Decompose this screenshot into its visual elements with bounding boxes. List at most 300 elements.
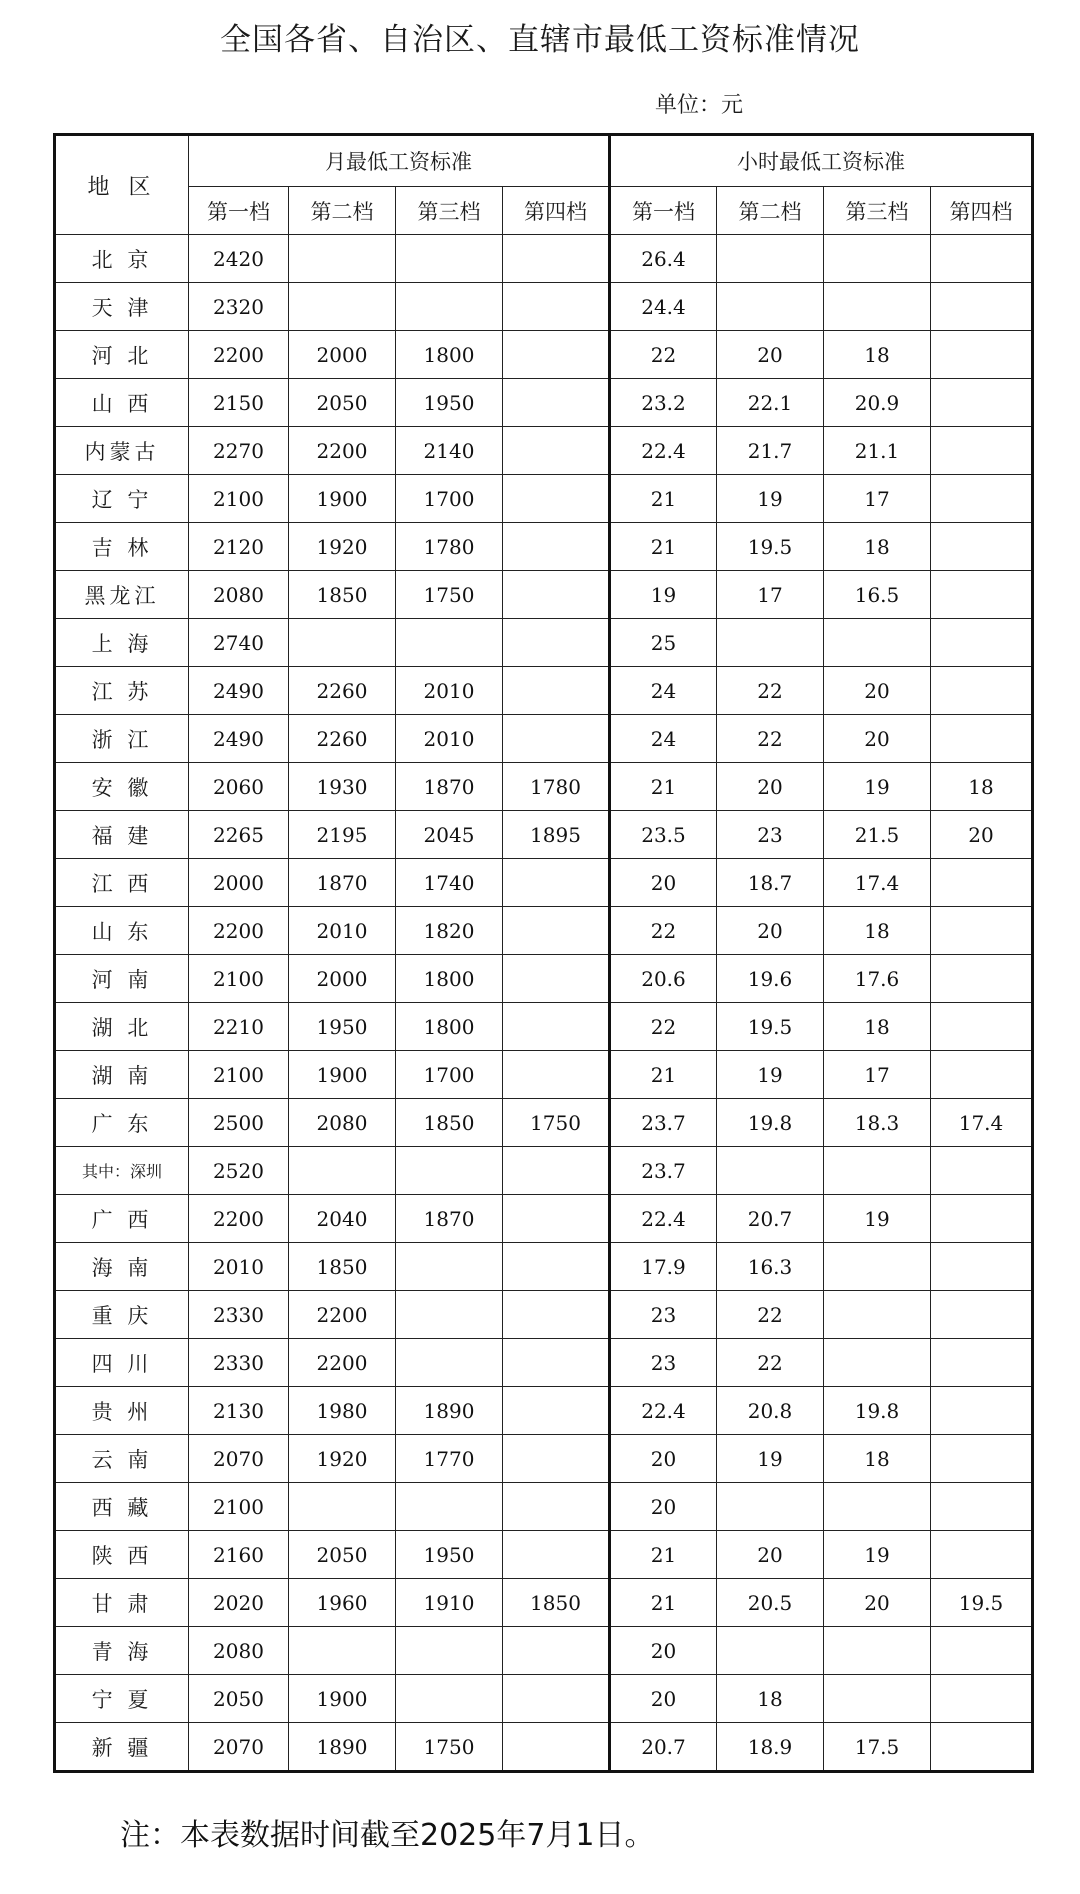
monthly-tier-2-cell: 2260 — [289, 715, 396, 763]
monthly-tier-3-cell: 1700 — [396, 1051, 503, 1099]
table-row — [55, 1243, 1033, 1291]
hourly-tier-2-cell: 20 — [717, 763, 824, 811]
hourly-tier-4-cell — [931, 379, 1033, 427]
hourly-tier-3-cell: 17.6 — [824, 955, 931, 1003]
monthly-tier-3-cell: 2045 — [396, 811, 503, 859]
monthly-tier-2-cell: 1920 — [289, 1435, 396, 1483]
table-row — [55, 1195, 1033, 1243]
monthly-tier-3-cell: 1870 — [396, 1195, 503, 1243]
monthly-tier-3-cell: 1800 — [396, 1003, 503, 1051]
table-row — [55, 1147, 1033, 1195]
hourly-tier-4-cell — [931, 523, 1033, 571]
monthly-tier-1-cell: 2520 — [189, 1147, 289, 1195]
page-title: 全国各省、自治区、直辖市最低工资标准情况 — [220, 22, 860, 58]
hourly-tier-1-cell: 20 — [610, 1435, 717, 1483]
hourly-tier-3-cell: 17.5 — [824, 1723, 931, 1772]
monthly-tier-4-cell — [503, 1003, 610, 1051]
hourly-tier-2-cell: 20.7 — [717, 1195, 824, 1243]
monthly-tier-3-cell — [396, 619, 503, 667]
monthly-tier-2-cell — [289, 283, 396, 331]
monthly-tier-4-cell — [503, 1243, 610, 1291]
monthly-tier-3-cell: 1770 — [396, 1435, 503, 1483]
monthly-tier-4-cell: 1780 — [503, 763, 610, 811]
hourly-tier-2-cell: 19 — [717, 475, 824, 523]
monthly-tier-3-cell: 1950 — [396, 1531, 503, 1579]
monthly-tier-1-cell: 2210 — [189, 1003, 289, 1051]
region-cell: 广 西 — [55, 1195, 189, 1243]
monthly-tier-4-cell — [503, 1627, 610, 1675]
region-cell: 广 东 — [55, 1099, 189, 1147]
monthly-tier-3-cell — [396, 1483, 503, 1531]
hourly-tier-2-cell: 22.1 — [717, 379, 824, 427]
hourly-tier-4-cell — [931, 1339, 1033, 1387]
table-row — [55, 523, 1033, 571]
monthly-tier-1-cell: 2100 — [189, 475, 289, 523]
monthly-tier-3-cell: 1800 — [396, 331, 503, 379]
hourly-tier-1-cell: 24.4 — [610, 283, 717, 331]
hourly-tier-4-cell — [931, 1147, 1033, 1195]
table-row — [55, 907, 1033, 955]
hourly-tier-1-cell: 22.4 — [610, 1387, 717, 1435]
region-cell: 河 北 — [55, 331, 189, 379]
hourly-tier-4-cell — [931, 859, 1033, 907]
region-cell: 天 津 — [55, 283, 189, 331]
monthly-tier-4-cell — [503, 427, 610, 475]
hourly-tier-2-cell: 18.9 — [717, 1723, 824, 1772]
monthly-tier-3-cell: 2010 — [396, 715, 503, 763]
monthly-tier-1-cell: 2420 — [189, 235, 289, 283]
table-header — [55, 135, 1033, 235]
hourly-tier-2-cell — [717, 283, 824, 331]
monthly-tier-1-header: 第一档 — [189, 187, 289, 235]
monthly-tier-2-cell: 1850 — [289, 1243, 396, 1291]
monthly-tier-3-cell: 1820 — [396, 907, 503, 955]
table-row — [55, 331, 1033, 379]
hourly-tier-2-header: 第二档 — [717, 187, 824, 235]
hourly-tier-3-cell: 18 — [824, 331, 931, 379]
region-cell: 西 藏 — [55, 1483, 189, 1531]
monthly-tier-4-cell — [503, 1531, 610, 1579]
hourly-tier-3-cell — [824, 1483, 931, 1531]
table-row — [55, 1483, 1033, 1531]
hourly-tier-3-cell — [824, 1675, 931, 1723]
hourly-tier-4-cell — [931, 1003, 1033, 1051]
region-cell: 江 苏 — [55, 667, 189, 715]
hourly-tier-3-cell — [824, 1627, 931, 1675]
hourly-tier-2-cell: 21.7 — [717, 427, 824, 475]
hourly-tier-4-cell — [931, 1627, 1033, 1675]
region-cell: 江 西 — [55, 859, 189, 907]
monthly-tier-1-cell: 2320 — [189, 283, 289, 331]
hourly-tier-2-cell: 22 — [717, 667, 824, 715]
hourly-tier-2-cell: 18 — [717, 1675, 824, 1723]
region-cell: 贵 州 — [55, 1387, 189, 1435]
table-row — [55, 427, 1033, 475]
monthly-tier-1-cell: 2010 — [189, 1243, 289, 1291]
region-cell: 重 庆 — [55, 1291, 189, 1339]
monthly-tier-2-cell: 1870 — [289, 859, 396, 907]
region-cell: 山 东 — [55, 907, 189, 955]
minimum-wage-table — [53, 133, 1034, 1773]
hourly-tier-1-cell: 21 — [610, 523, 717, 571]
hourly-tier-2-cell — [717, 619, 824, 667]
region-cell: 吉 林 — [55, 523, 189, 571]
table-row — [55, 1051, 1033, 1099]
hourly-tier-4-cell — [931, 1195, 1033, 1243]
monthly-tier-3-cell: 1870 — [396, 763, 503, 811]
hourly-tier-4-cell — [931, 571, 1033, 619]
hourly-tier-4-cell — [931, 1531, 1033, 1579]
hourly-tier-3-header: 第三档 — [824, 187, 931, 235]
hourly-tier-1-cell: 20.6 — [610, 955, 717, 1003]
monthly-tier-4-cell — [503, 235, 610, 283]
hourly-tier-3-cell: 18.3 — [824, 1099, 931, 1147]
region-cell: 海 南 — [55, 1243, 189, 1291]
monthly-tier-1-cell: 2150 — [189, 379, 289, 427]
hourly-tier-2-cell: 16.3 — [717, 1243, 824, 1291]
hourly-tier-4-cell — [931, 283, 1033, 331]
region-cell: 陕 西 — [55, 1531, 189, 1579]
hourly-tier-1-cell: 23.2 — [610, 379, 717, 427]
monthly-tier-1-cell: 2330 — [189, 1291, 289, 1339]
monthly-tier-1-cell: 2270 — [189, 427, 289, 475]
region-cell: 湖 北 — [55, 1003, 189, 1051]
hourly-tier-1-cell: 19 — [610, 571, 717, 619]
monthly-tier-2-cell: 2040 — [289, 1195, 396, 1243]
hourly-tier-1-cell: 20 — [610, 1675, 717, 1723]
monthly-tier-4-cell — [503, 907, 610, 955]
monthly-tier-1-cell: 2490 — [189, 715, 289, 763]
hourly-tier-3-cell — [824, 1339, 931, 1387]
monthly-tier-1-cell: 2200 — [189, 907, 289, 955]
monthly-tier-4-cell — [503, 1483, 610, 1531]
monthly-tier-4-header: 第四档 — [503, 187, 610, 235]
hourly-tier-1-cell: 21 — [610, 1531, 717, 1579]
monthly-tier-3-cell: 1750 — [396, 1723, 503, 1772]
hourly-tier-4-cell — [931, 235, 1033, 283]
monthly-tier-2-cell: 1900 — [289, 475, 396, 523]
table-row — [55, 619, 1033, 667]
hourly-tier-2-cell: 19.5 — [717, 1003, 824, 1051]
table-row — [55, 1723, 1033, 1772]
hourly-tier-3-cell — [824, 235, 931, 283]
monthly-tier-2-cell: 2200 — [289, 427, 396, 475]
monthly-tier-2-cell: 2080 — [289, 1099, 396, 1147]
monthly-tier-3-cell: 1740 — [396, 859, 503, 907]
monthly-tier-1-cell: 2000 — [189, 859, 289, 907]
hourly-tier-4-cell — [931, 1243, 1033, 1291]
hourly-tier-4-cell — [931, 955, 1033, 1003]
monthly-tier-2-cell: 1920 — [289, 523, 396, 571]
monthly-tier-3-cell: 2010 — [396, 667, 503, 715]
monthly-tier-4-cell — [503, 715, 610, 763]
hourly-tier-1-cell: 20.7 — [610, 1723, 717, 1772]
monthly-tier-2-cell: 2260 — [289, 667, 396, 715]
hourly-tier-3-cell — [824, 283, 931, 331]
monthly-tier-3-cell — [396, 1627, 503, 1675]
monthly-tier-1-cell: 2130 — [189, 1387, 289, 1435]
hourly-tier-1-cell: 23 — [610, 1291, 717, 1339]
table-row — [55, 1339, 1033, 1387]
hourly-tier-4-cell: 17.4 — [931, 1099, 1033, 1147]
table-row — [55, 667, 1033, 715]
hourly-tier-4-cell: 18 — [931, 763, 1033, 811]
monthly-tier-3-cell: 1750 — [396, 571, 503, 619]
region-cell: 甘 肃 — [55, 1579, 189, 1627]
hourly-tier-4-cell — [931, 907, 1033, 955]
table-row — [55, 1387, 1033, 1435]
monthly-tier-2-cell: 1980 — [289, 1387, 396, 1435]
monthly-tier-2-cell: 2200 — [289, 1291, 396, 1339]
hourly-tier-3-cell: 19 — [824, 1531, 931, 1579]
hourly-tier-3-cell: 20.9 — [824, 379, 931, 427]
monthly-tier-4-cell — [503, 1387, 610, 1435]
region-cell: 浙 江 — [55, 715, 189, 763]
hourly-tier-3-cell — [824, 619, 931, 667]
monthly-tier-3-cell — [396, 1243, 503, 1291]
monthly-tier-1-cell: 2070 — [189, 1723, 289, 1772]
hourly-tier-2-cell: 19.6 — [717, 955, 824, 1003]
monthly-tier-2-cell: 1960 — [289, 1579, 396, 1627]
hourly-tier-4-cell — [931, 1675, 1033, 1723]
hourly-tier-3-cell: 19.8 — [824, 1387, 931, 1435]
monthly-tier-2-cell: 1950 — [289, 1003, 396, 1051]
monthly-tier-4-cell — [503, 331, 610, 379]
hourly-tier-3-cell: 17.4 — [824, 859, 931, 907]
hourly-tier-2-cell: 20 — [717, 331, 824, 379]
table-row — [55, 811, 1033, 859]
region-cell: 辽 宁 — [55, 475, 189, 523]
monthly-tier-2-cell — [289, 619, 396, 667]
monthly-tier-3-cell — [396, 1291, 503, 1339]
hourly-tier-1-cell: 21 — [610, 763, 717, 811]
hourly-tier-2-cell: 20.5 — [717, 1579, 824, 1627]
hourly-tier-4-cell — [931, 1483, 1033, 1531]
monthly-tier-4-cell: 1850 — [503, 1579, 610, 1627]
hourly-tier-3-cell: 18 — [824, 1435, 931, 1483]
monthly-tier-1-cell: 2020 — [189, 1579, 289, 1627]
monthly-tier-1-cell: 2500 — [189, 1099, 289, 1147]
table-row — [55, 475, 1033, 523]
monthly-tier-3-cell — [396, 283, 503, 331]
footnote: 注：本表数据时间截至2025年7月1日。 — [120, 1818, 655, 1853]
hourly-tier-4-cell — [931, 1723, 1033, 1772]
hourly-tier-1-cell: 23.7 — [610, 1099, 717, 1147]
monthly-tier-2-cell: 1930 — [289, 763, 396, 811]
hourly-tier-1-cell: 26.4 — [610, 235, 717, 283]
monthly-tier-3-cell: 1910 — [396, 1579, 503, 1627]
monthly-tier-4-cell: 1750 — [503, 1099, 610, 1147]
table-row — [55, 763, 1033, 811]
monthly-tier-1-cell: 2265 — [189, 811, 289, 859]
monthly-tier-2-cell — [289, 1483, 396, 1531]
hourly-tier-2-cell — [717, 1483, 824, 1531]
hourly-tier-3-cell: 21.5 — [824, 811, 931, 859]
monthly-tier-4-cell — [503, 1723, 610, 1772]
monthly-tier-4-cell — [503, 1291, 610, 1339]
hourly-tier-3-cell: 17 — [824, 475, 931, 523]
hourly-tier-4-cell — [931, 619, 1033, 667]
hourly-tier-2-cell: 19 — [717, 1051, 824, 1099]
monthly-tier-3-cell — [396, 1147, 503, 1195]
monthly-tier-1-cell: 2490 — [189, 667, 289, 715]
monthly-tier-3-cell: 1800 — [396, 955, 503, 1003]
hourly-tier-3-cell: 19 — [824, 1195, 931, 1243]
monthly-tier-3-cell — [396, 1675, 503, 1723]
monthly-tier-2-cell — [289, 235, 396, 283]
monthly-tier-3-cell: 1850 — [396, 1099, 503, 1147]
region-cell: 青 海 — [55, 1627, 189, 1675]
hourly-tier-3-cell: 19 — [824, 763, 931, 811]
hourly-header: 小时最低工资标准 — [610, 135, 1033, 187]
monthly-tier-3-cell: 1780 — [396, 523, 503, 571]
hourly-tier-2-cell — [717, 1147, 824, 1195]
region-cell: 其中：深圳 — [55, 1147, 189, 1195]
hourly-tier-1-cell: 20 — [610, 1483, 717, 1531]
hourly-tier-1-cell: 23.7 — [610, 1147, 717, 1195]
monthly-tier-2-cell: 1890 — [289, 1723, 396, 1772]
table-row — [55, 1435, 1033, 1483]
hourly-tier-2-cell: 19 — [717, 1435, 824, 1483]
monthly-tier-1-cell: 2080 — [189, 571, 289, 619]
monthly-tier-2-cell: 2050 — [289, 1531, 396, 1579]
monthly-tier-1-cell: 2060 — [189, 763, 289, 811]
table-row — [55, 1675, 1033, 1723]
hourly-tier-3-cell: 20 — [824, 1579, 931, 1627]
hourly-tier-3-cell: 20 — [824, 715, 931, 763]
table-row — [55, 1531, 1033, 1579]
monthly-tier-3-cell: 1700 — [396, 475, 503, 523]
hourly-tier-4-cell — [931, 331, 1033, 379]
hourly-tier-4-cell — [931, 475, 1033, 523]
hourly-tier-1-cell: 20 — [610, 1627, 717, 1675]
monthly-tier-1-cell: 2200 — [189, 331, 289, 379]
monthly-tier-4-cell — [503, 379, 610, 427]
monthly-tier-1-cell: 2050 — [189, 1675, 289, 1723]
monthly-tier-2-cell: 2010 — [289, 907, 396, 955]
region-cell: 湖 南 — [55, 1051, 189, 1099]
monthly-tier-2-cell — [289, 1147, 396, 1195]
hourly-tier-2-cell: 19.8 — [717, 1099, 824, 1147]
region-cell: 上 海 — [55, 619, 189, 667]
monthly-tier-4-cell — [503, 283, 610, 331]
hourly-tier-2-cell: 20 — [717, 1531, 824, 1579]
table-row — [55, 235, 1033, 283]
hourly-tier-2-cell: 22 — [717, 1291, 824, 1339]
hourly-tier-1-cell: 24 — [610, 715, 717, 763]
monthly-tier-3-cell: 1950 — [396, 379, 503, 427]
region-cell: 安 徽 — [55, 763, 189, 811]
hourly-tier-1-cell: 25 — [610, 619, 717, 667]
hourly-tier-3-cell: 18 — [824, 907, 931, 955]
table-row — [55, 955, 1033, 1003]
monthly-tier-1-cell: 2080 — [189, 1627, 289, 1675]
monthly-tier-3-cell: 1890 — [396, 1387, 503, 1435]
monthly-tier-2-cell: 2000 — [289, 331, 396, 379]
hourly-tier-4-header: 第四档 — [931, 187, 1033, 235]
hourly-tier-3-cell: 16.5 — [824, 571, 931, 619]
hourly-tier-3-cell: 18 — [824, 523, 931, 571]
hourly-tier-4-cell: 19.5 — [931, 1579, 1033, 1627]
monthly-tier-3-cell — [396, 235, 503, 283]
hourly-tier-1-cell: 23.5 — [610, 811, 717, 859]
monthly-tier-4-cell — [503, 475, 610, 523]
monthly-tier-2-cell: 2200 — [289, 1339, 396, 1387]
monthly-tier-4-cell — [503, 955, 610, 1003]
hourly-tier-1-cell: 22.4 — [610, 427, 717, 475]
region-header: 地 区 — [55, 135, 189, 235]
monthly-tier-4-cell — [503, 667, 610, 715]
hourly-tier-2-cell: 17 — [717, 571, 824, 619]
region-cell: 北 京 — [55, 235, 189, 283]
table-row — [55, 379, 1033, 427]
monthly-tier-2-cell: 2000 — [289, 955, 396, 1003]
hourly-tier-1-cell: 17.9 — [610, 1243, 717, 1291]
hourly-tier-3-cell: 20 — [824, 667, 931, 715]
hourly-tier-1-cell: 21 — [610, 475, 717, 523]
monthly-tier-4-cell — [503, 571, 610, 619]
monthly-tier-4-cell — [503, 859, 610, 907]
region-cell: 黑龙江 — [55, 571, 189, 619]
monthly-tier-2-cell — [289, 1627, 396, 1675]
hourly-tier-4-cell — [931, 667, 1033, 715]
region-cell: 云 南 — [55, 1435, 189, 1483]
region-cell: 宁 夏 — [55, 1675, 189, 1723]
monthly-tier-3-cell: 2140 — [396, 427, 503, 475]
table-row — [55, 1099, 1033, 1147]
monthly-tier-4-cell — [503, 523, 610, 571]
region-cell: 四 川 — [55, 1339, 189, 1387]
region-cell: 福 建 — [55, 811, 189, 859]
hourly-tier-3-cell: 17 — [824, 1051, 931, 1099]
unit-label: 单位：元 — [655, 93, 744, 118]
table-row — [55, 1003, 1033, 1051]
hourly-tier-3-cell: 21.1 — [824, 427, 931, 475]
hourly-tier-2-cell — [717, 1627, 824, 1675]
monthly-tier-4-cell — [503, 1147, 610, 1195]
monthly-tier-1-cell: 2330 — [189, 1339, 289, 1387]
monthly-tier-2-cell: 2050 — [289, 379, 396, 427]
hourly-tier-2-cell — [717, 235, 824, 283]
monthly-tier-1-cell: 2740 — [189, 619, 289, 667]
table-row — [55, 1579, 1033, 1627]
monthly-tier-1-cell: 2160 — [189, 1531, 289, 1579]
table-body — [55, 235, 1033, 1772]
table-row — [55, 571, 1033, 619]
region-cell: 新 疆 — [55, 1723, 189, 1772]
monthly-tier-4-cell — [503, 619, 610, 667]
monthly-tier-2-cell: 2195 — [289, 811, 396, 859]
monthly-tier-4-cell — [503, 1051, 610, 1099]
hourly-tier-1-cell: 22 — [610, 331, 717, 379]
hourly-tier-4-cell — [931, 427, 1033, 475]
hourly-tier-2-cell: 18.7 — [717, 859, 824, 907]
monthly-tier-1-cell: 2120 — [189, 523, 289, 571]
monthly-tier-1-cell: 2070 — [189, 1435, 289, 1483]
monthly-tier-1-cell: 2100 — [189, 955, 289, 1003]
hourly-tier-2-cell: 19.5 — [717, 523, 824, 571]
hourly-tier-4-cell — [931, 1387, 1033, 1435]
monthly-tier-3-header: 第三档 — [396, 187, 503, 235]
hourly-tier-3-cell — [824, 1147, 931, 1195]
table-row — [55, 1627, 1033, 1675]
monthly-tier-1-cell: 2100 — [189, 1483, 289, 1531]
hourly-tier-4-cell: 20 — [931, 811, 1033, 859]
monthly-tier-4-cell — [503, 1435, 610, 1483]
hourly-tier-1-cell: 22.4 — [610, 1195, 717, 1243]
monthly-tier-2-cell: 1900 — [289, 1675, 396, 1723]
hourly-tier-1-header: 第一档 — [610, 187, 717, 235]
